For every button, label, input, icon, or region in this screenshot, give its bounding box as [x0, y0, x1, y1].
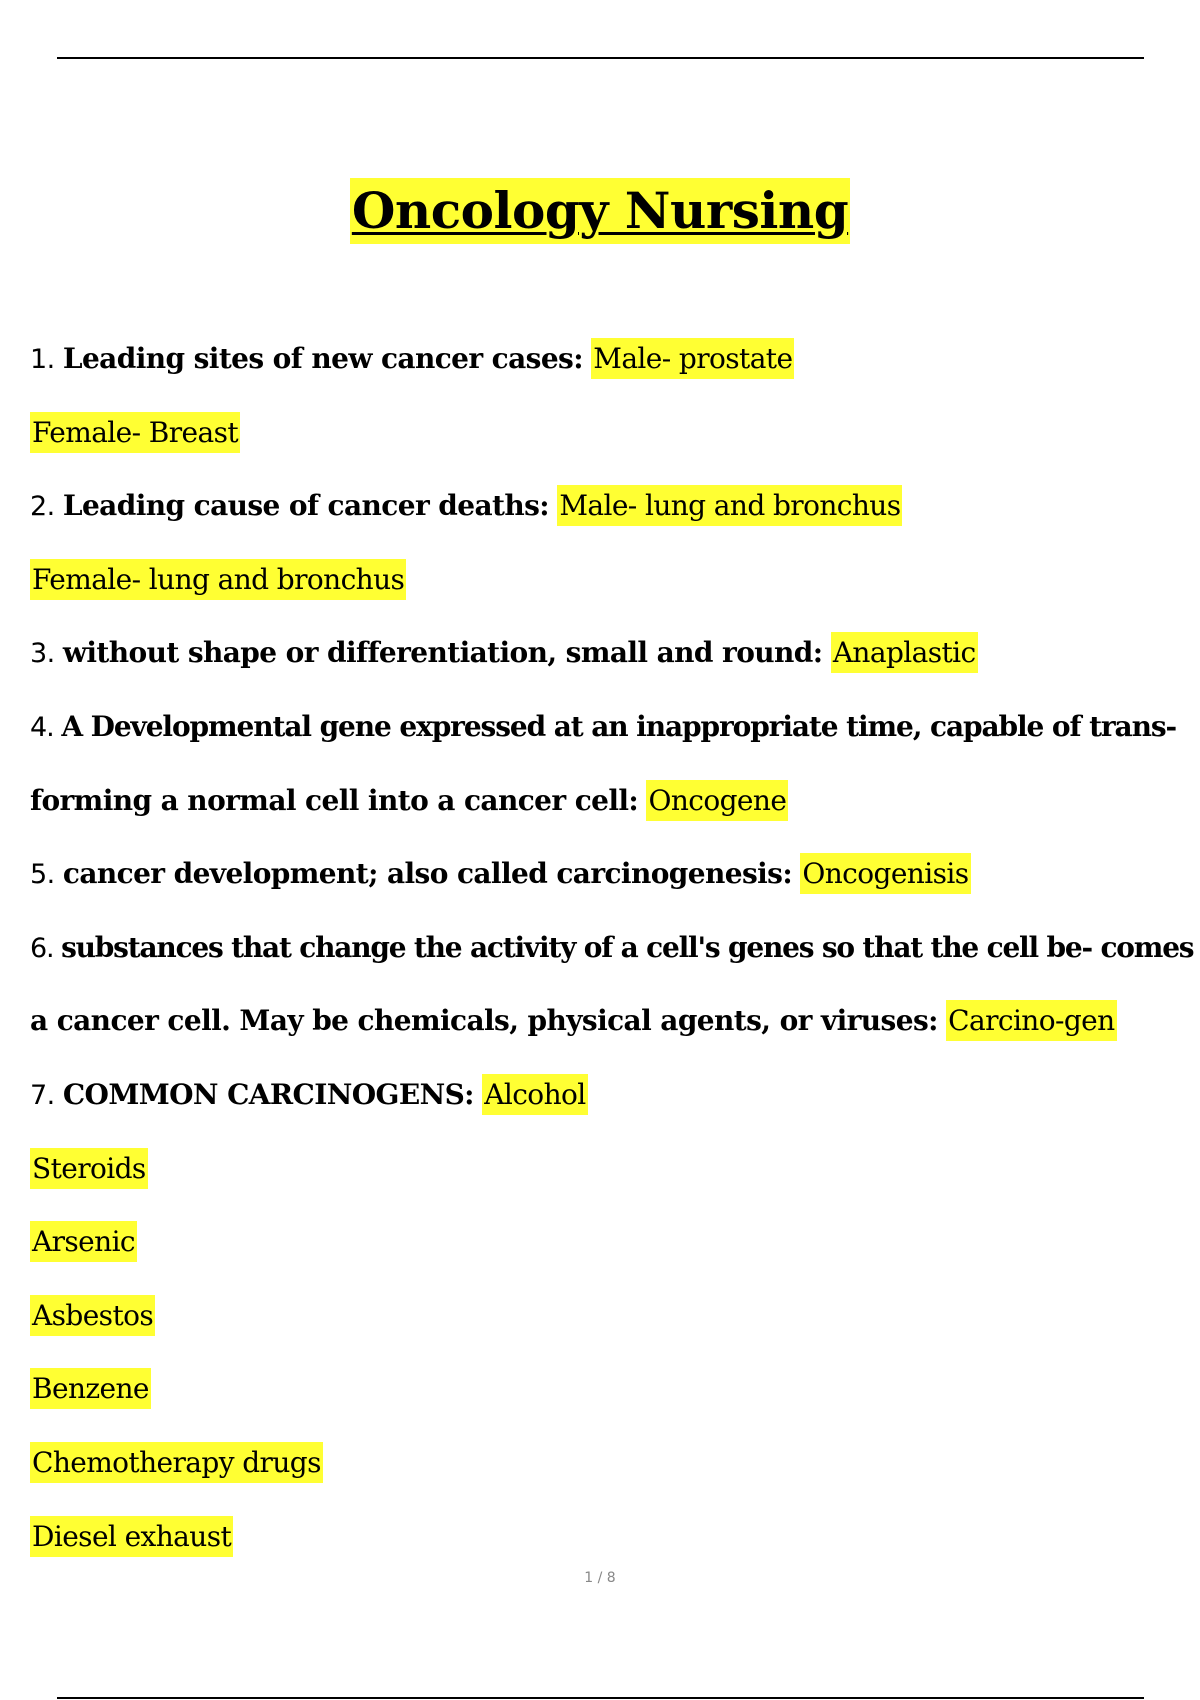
item-answer: Benzene [30, 1368, 151, 1409]
item-question: forming a normal cell into a cancer cell: [30, 783, 639, 817]
item-answer: Male- prostate [591, 338, 794, 379]
page-title: Oncology Nursing [350, 178, 850, 244]
item-question: a cancer cell. May be chemicals, physical agents, or viruses: [30, 1004, 938, 1038]
item-number: 3. [30, 638, 55, 670]
item-answer: Female- Breast [30, 412, 240, 453]
item-question: substances that change the activity of a cell's genes so that the cell be- comes [61, 930, 1194, 964]
list-item [30, 1426, 1175, 1500]
title-container [0, 178, 1200, 244]
item-answer: Carcino-gen [946, 1000, 1116, 1041]
item-answer: Oncogenisis [800, 853, 970, 894]
item-answer: Oncogene [646, 780, 788, 821]
item-number: 4. [30, 711, 54, 743]
page-number: 1 / 8 [584, 1570, 616, 1586]
list-item [30, 690, 1175, 764]
item-number: 2. [30, 491, 55, 523]
item-answer: Female- lung and bronchus [30, 559, 406, 600]
item-answer: Diesel exhaust [30, 1516, 233, 1557]
list-item [30, 1352, 1175, 1426]
item-number: 5. [30, 859, 55, 891]
list-item [30, 1132, 1175, 1206]
item-number: 7. [30, 1079, 55, 1111]
item-answer: Asbestos [30, 1295, 155, 1336]
item-answer: Alcohol [482, 1074, 587, 1115]
list-item [30, 543, 1175, 617]
item-number: 1. [30, 344, 55, 375]
item-answer: Steroids [30, 1148, 148, 1189]
item-question: cancer development; also called carcinogenesis: [62, 857, 793, 891]
list-item [30, 616, 1175, 690]
list-item [30, 1279, 1175, 1353]
list-item [30, 1500, 1175, 1574]
item-answer: Arsenic [30, 1221, 137, 1262]
item-answer: Chemotherapy drugs [30, 1442, 323, 1483]
item-answer: Anaplastic [831, 632, 978, 673]
document-body [30, 322, 1194, 1573]
item-question: Leading cause of cancer deaths: [62, 489, 549, 523]
list-item [30, 1058, 1175, 1132]
item-question: without shape or differentiation, small and round: [62, 636, 823, 670]
list-item [30, 984, 1175, 1058]
item-number: 6. [30, 932, 54, 964]
list-item [30, 322, 1175, 396]
bottom-rule [57, 1697, 1144, 1699]
item-question: COMMON CARCINOGENS: [62, 1077, 474, 1111]
list-item [30, 911, 1194, 985]
list-item [30, 469, 1175, 543]
item-answer: Male- lung and bronchus [557, 485, 902, 526]
item-question: Leading sites of new cancer cases: [62, 342, 583, 375]
list-item [30, 1205, 1175, 1279]
top-rule [57, 57, 1144, 59]
list-item [30, 764, 1175, 838]
list-item [30, 837, 1175, 911]
list-item [30, 396, 1175, 470]
item-question: A Developmental gene expressed at an inappropriate time, capable of trans- [61, 709, 1177, 743]
